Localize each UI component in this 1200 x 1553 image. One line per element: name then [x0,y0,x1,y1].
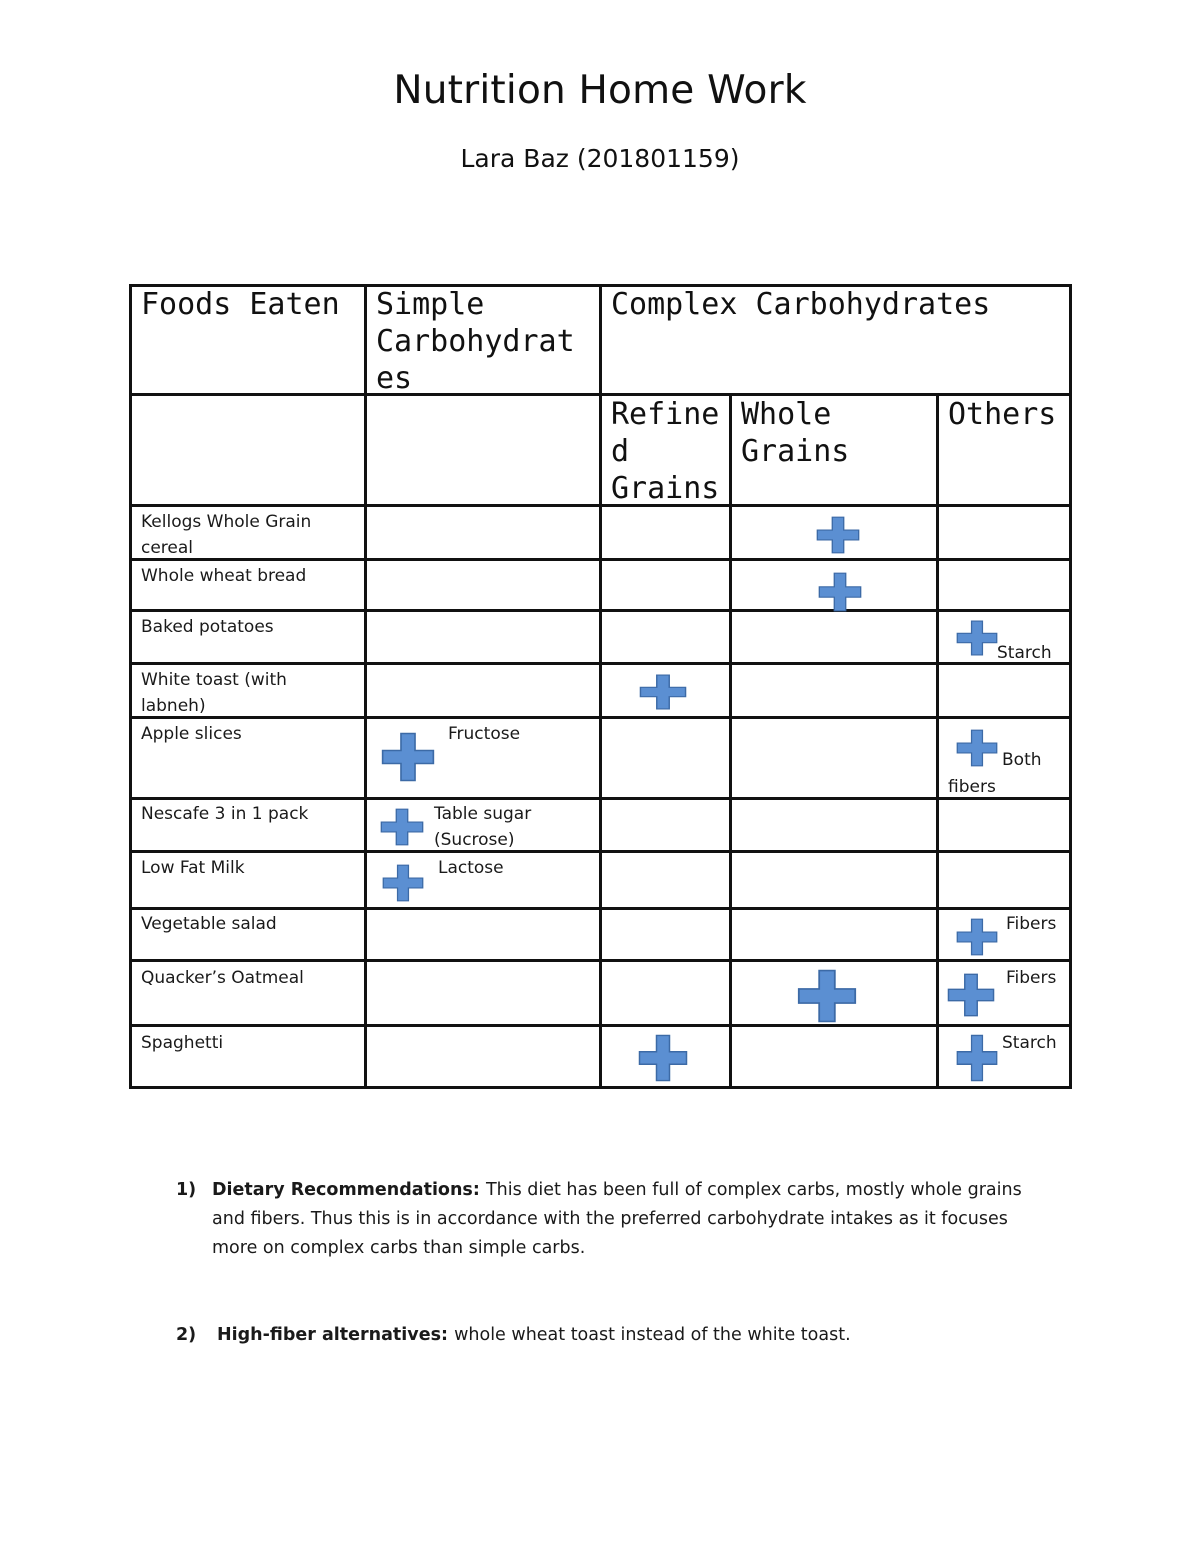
header-complex-carbohydrates: Complex Carbohydrates [611,287,991,322]
plus-icon [816,516,860,554]
plus-icon [639,674,687,710]
answer-text: This diet has been full of complex carbs, mostly whole grains and fibers. Thus this is in accordance with the preferred carbohydrate intakes as it focuses more on complex carbs than simple carbs. [212,1180,1022,1258]
answers-section [176,1176,1056,1350]
food-row-apple-slices: Apple slices [141,724,242,744]
answer-label: Dietary Recommendations: [212,1180,486,1200]
food-row-nescafe: Nescafe 3 in 1 pack [141,804,309,824]
note-fructose: Fructose [448,724,521,744]
plus-icon [382,864,424,902]
header-others: Others [948,397,1057,432]
answer-label: High-fiber alternatives: [217,1325,455,1345]
food-row-spaghetti: Spaghetti [141,1033,224,1053]
plus-icon [947,973,995,1017]
note-fibers-salad: Fibers [1006,914,1057,934]
answer-number: 1) [176,1180,197,1200]
food-row-low-fat-milk: Low Fat Milk [141,858,245,878]
header-refined-grains: Refine d Grains [611,397,720,506]
note-table-sugar: Table sugar (Sucrose) [434,804,532,850]
plus-icon [956,620,998,656]
answer-high-fiber-alternatives [176,1321,1056,1350]
author-line: Lara Baz (201801159) [460,144,740,173]
plus-icon [956,918,998,956]
food-row-oatmeal: Quacker’s Oatmeal [141,968,304,988]
header-foods-eaten: Foods Eaten [141,287,340,322]
page-title: Nutrition Home Work [393,68,807,113]
note-starch-spaghetti: Starch [1002,1033,1057,1053]
food-row-whole-wheat-bread: Whole wheat bread [141,566,307,586]
food-row-white-toast: White toast (with labneh) [141,670,287,716]
food-row-vegetable-salad: Vegetable salad [141,914,277,934]
plus-icon [638,1034,688,1082]
header-whole-grains: Whole Grains [741,397,850,469]
header-simple-carbohydrates: Simple Carbohydrat es [376,287,575,396]
plus-icon [818,572,862,612]
note-lactose: Lactose [438,858,504,878]
note-starch-potatoes: Starch [997,643,1052,663]
note-fibers-oatmeal: Fibers [1006,968,1057,988]
plus-icon [797,969,857,1023]
food-row-kellogs: Kellogs Whole Grain cereal [141,512,312,558]
plus-icon [381,732,435,782]
answer-number: 2) [176,1325,197,1345]
plus-icon [956,1034,998,1082]
plus-icon [380,808,424,846]
answer-text: whole wheat toast instead of the white toast. [454,1325,851,1345]
note-fibers-apple: fibers [948,777,996,797]
note-both: Both [1002,750,1042,770]
plus-icon [956,729,998,767]
food-row-baked-potatoes: Baked potatoes [141,617,274,637]
answer-dietary-recommendations [176,1176,1056,1263]
